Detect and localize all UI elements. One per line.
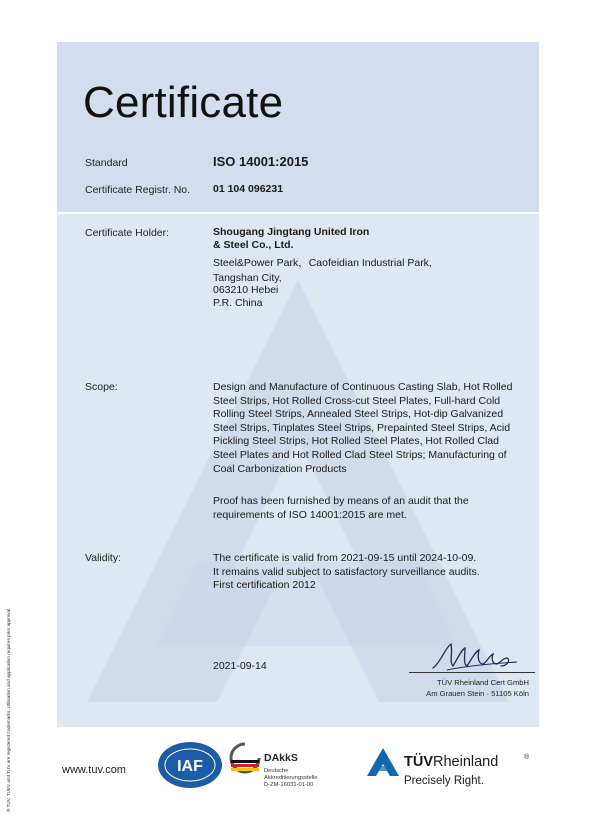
holder-label: Certificate Holder: [85,227,170,239]
website-link[interactable]: www.tuv.com [62,764,126,776]
registered-mark: ® [524,754,530,761]
scope-line: Steel Strips, Tinplates Steel Strips, Prepainted Steel Strips, Acid [213,421,511,434]
iaf-logo-text: IAF [177,758,203,775]
registration-number-label: Certificate Registr. No. [85,184,191,196]
certificate-panel [57,42,539,727]
tuv-brand-rest: Rheinland [433,754,499,770]
issue-date: 2021-09-14 [213,660,267,672]
scope-line: Rolling Steel Strips, Annealed Steel Strips, Hot-dip Galvanized [213,408,504,421]
dakks-sub-line: Deutsche [264,768,289,774]
validity-text [213,552,533,593]
tuv-brand-bold: TÜV [404,754,433,770]
proof-line: requirements of ISO 14001:2015 are met. [213,508,407,521]
issuer-address: Am Grauen Stein · 51105 Köln [426,689,529,698]
scope-line: Pickling Steel Strips, Hot Rolled Steel Plates, Hot Rolled Clad [213,435,499,448]
scope-line: Steel Strips, Hot Rolled Cross-cut Steel Plates, Full-hard Cold [213,394,501,407]
tuv-rheinland-brand [404,754,498,770]
proof-line: Proof has been furnished by means of an audit that the [213,495,469,507]
validity-line: The certificate is valid from 2021-09-15 until 2024-10-09. [213,552,477,564]
holder-address-line: Tangshan City, [213,272,282,284]
signature-line [409,672,535,673]
scope-label: Scope: [85,381,118,393]
scope-line: Coal Carbonization Products [213,462,347,475]
holder-name-line-2: & Steel Co., Ltd. [213,239,294,251]
dakks-accreditation-number: D-ZM-16031-01-00 [264,782,314,788]
dakks-name: DAkkS [264,752,298,764]
validity-line: It remains valid subject to satisfactory surveillance audits. [213,565,480,578]
holder-address-line: P.R. China [213,297,263,309]
validity-line: First certification 2012 [213,579,316,592]
dakks-eagle-icon [228,740,262,790]
certificate-title: Certificate [83,78,284,127]
scope-text [213,381,533,476]
holder-address-line: Steel&Power Park，Caofeidian Industrial Park, [213,257,432,269]
dakks-sub-line: Akkreditierungsstelle [264,775,318,781]
standard-value: ISO 14001:2015 [213,154,309,169]
iaf-logo-icon [156,740,224,790]
holder-address-line: 063210 Hebei [213,284,279,296]
registration-number-value: 01 104 096231 [213,183,284,195]
tuv-slogan: Precisely Right. [404,775,484,787]
tuv-triangle-logo-icon [366,747,400,777]
standard-label: Standard [85,157,128,169]
issuer-name: TÜV Rheinland Cert GmbH [436,678,529,687]
holder-name-line-1: Shougang Jingtang United Iron [213,226,370,238]
scope-line: Design and Manufacture of Continuous Casting Slab, Hot Rolled [213,381,513,393]
proof-text [213,495,533,522]
signature-icon [427,640,527,674]
trademark-side-note: ® TÜV, TUEV and TUV are registered trademarks. Utilisation and application requires prior approval. [6,607,11,812]
validity-label: Validity: [85,552,121,564]
scope-line: Steel Plates and Hot Rolled Clad Steel Strips; Manufacturing of [213,448,507,461]
